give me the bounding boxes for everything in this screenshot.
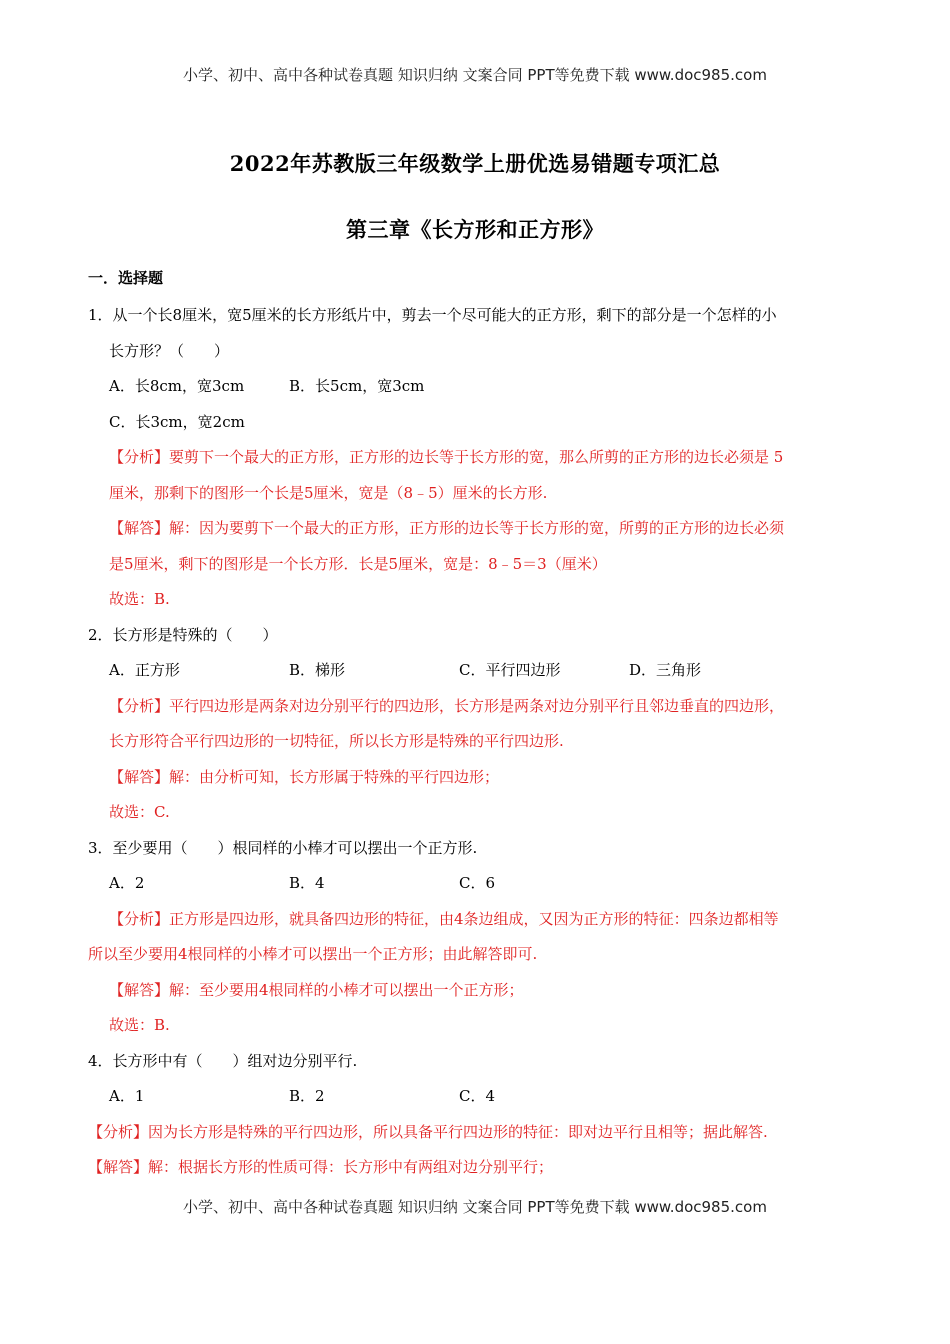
q4-option-b: B．2 xyxy=(289,1087,325,1105)
document-body xyxy=(88,266,878,1186)
q1-choice: 故选：B. xyxy=(109,590,170,608)
q4-options xyxy=(88,1079,878,1115)
q4-stem: 4．长方形中有（ ）组对边分别平行. xyxy=(88,1051,358,1070)
q2-choice: 故选：C. xyxy=(109,803,170,821)
q2-options xyxy=(88,653,878,689)
q3-options xyxy=(88,866,878,902)
q4-answer xyxy=(88,1150,878,1186)
q2-stem: 2．长方形是特殊的（ ） xyxy=(88,625,278,644)
answer-tag: 【解答】 xyxy=(109,980,170,999)
q2-answer-text: 解：由分析可知，长方形属于特殊的平行四边形； xyxy=(169,767,500,786)
q4-answer-text: 解：根据长方形的性质可得：长方形中有两组对边分别平行； xyxy=(148,1158,554,1176)
q3-answer-text: 解：至少要用4根同样的小棒才可以摆出一个正方形； xyxy=(169,980,524,999)
q3-analysis-cont: 所以至少要用4根同样的小棒才可以摆出一个正方形；由此解答即可. xyxy=(88,945,538,963)
q2-answer xyxy=(88,760,878,796)
q3-choice: 故选：B. xyxy=(109,1016,170,1034)
q1-analysis xyxy=(88,440,878,476)
q4-analysis xyxy=(88,1115,878,1151)
q1-analysis-text: 要剪下一个最大的正方形，正方形的边长等于长方形的宽，那么所剪的正方形的边长必须是 5 xyxy=(169,448,784,466)
q1-options xyxy=(88,369,878,405)
q3-option-a: A．2 xyxy=(109,874,145,892)
q3-stem: 3．至少要用（ ）根同样的小棒才可以摆出一个正方形. xyxy=(88,838,478,857)
q1-analysis-cont: 厘米，那剩下的图形一个长是5厘米，宽是（8﹣5）厘米的长方形. xyxy=(109,483,548,502)
q1-option-c: C．长3cm，宽2cm xyxy=(109,412,245,431)
q3-option-b: B．4 xyxy=(289,874,325,892)
q1-option-a: A．长8cm，宽3cm xyxy=(109,377,245,395)
q1-stem: 1．从一个长8厘米，宽5厘米的长方形纸片中，剪去一个尽可能大的正方形，剩下的部分是一个怎样的小 xyxy=(88,306,777,324)
chapter-title: 第三章《长方形和正方形》 xyxy=(346,217,604,242)
q1-answer-text: 解：因为要剪下一个最大的正方形，正方形的边长等于长方形的宽，所剪的正方形的边长必须 xyxy=(169,519,785,537)
q4-option-c: C．4 xyxy=(459,1087,496,1105)
q3-answer xyxy=(88,973,878,1009)
q3-analysis-text: 正方形是四边形，就具备四边形的特征，由4条边组成，又因为正方形的特征：四条边都相等 xyxy=(169,909,779,928)
q1-option-b: B．长5cm，宽3cm xyxy=(289,377,425,395)
q1-stem-cont: 长方形？（ ） xyxy=(109,341,230,360)
analysis-tag: 【分析】 xyxy=(88,1122,149,1141)
document-title: 2022年苏教版三年级数学上册优选易错题专项汇总 xyxy=(229,151,721,176)
q3-option-c: C．6 xyxy=(459,874,496,892)
answer-tag: 【解答】 xyxy=(109,519,170,537)
q2-option-c: C．平行四边形 xyxy=(459,661,561,679)
q1-answer-cont: 是5厘米，剩下的图形是一个长方形．长是5厘米，宽是：8﹣5＝3（厘米） xyxy=(109,554,607,573)
q2-analysis xyxy=(88,689,878,725)
q4-analysis-text: 因为长方形是特殊的平行四边形，所以具备平行四边形的特征：即对边平行且相等；据此解答. xyxy=(148,1122,768,1141)
q2-analysis-cont: 长方形符合平行四边形的一切特征，所以长方形是特殊的平行四边形. xyxy=(109,732,564,750)
section-heading: 一．选择题 xyxy=(88,269,164,287)
analysis-tag: 【分析】 xyxy=(109,909,170,928)
q3-analysis xyxy=(88,902,878,938)
analysis-tag: 【分析】 xyxy=(109,696,170,715)
answer-tag: 【解答】 xyxy=(109,767,170,786)
header-banner: 小学、初中、高中各种试卷真题 知识归纳 文案合同 PPT等免费下载 www.doc985.com xyxy=(183,66,767,84)
q2-option-d: D．三角形 xyxy=(629,661,702,679)
q1-answer xyxy=(88,511,878,547)
analysis-tag: 【分析】 xyxy=(109,448,170,466)
q2-option-a: A．正方形 xyxy=(109,661,180,679)
footer-banner: 小学、初中、高中各种试卷真题 知识归纳 文案合同 PPT等免费下载 www.doc985.com xyxy=(183,1198,767,1216)
q2-analysis-text: 平行四边形是两条对边分别平行的四边形，长方形是两条对边分别平行且邻边垂直的四边形， xyxy=(169,696,785,715)
answer-tag: 【解答】 xyxy=(88,1158,149,1176)
q4-option-a: A．1 xyxy=(109,1087,145,1105)
q2-option-b: B．梯形 xyxy=(289,661,346,679)
